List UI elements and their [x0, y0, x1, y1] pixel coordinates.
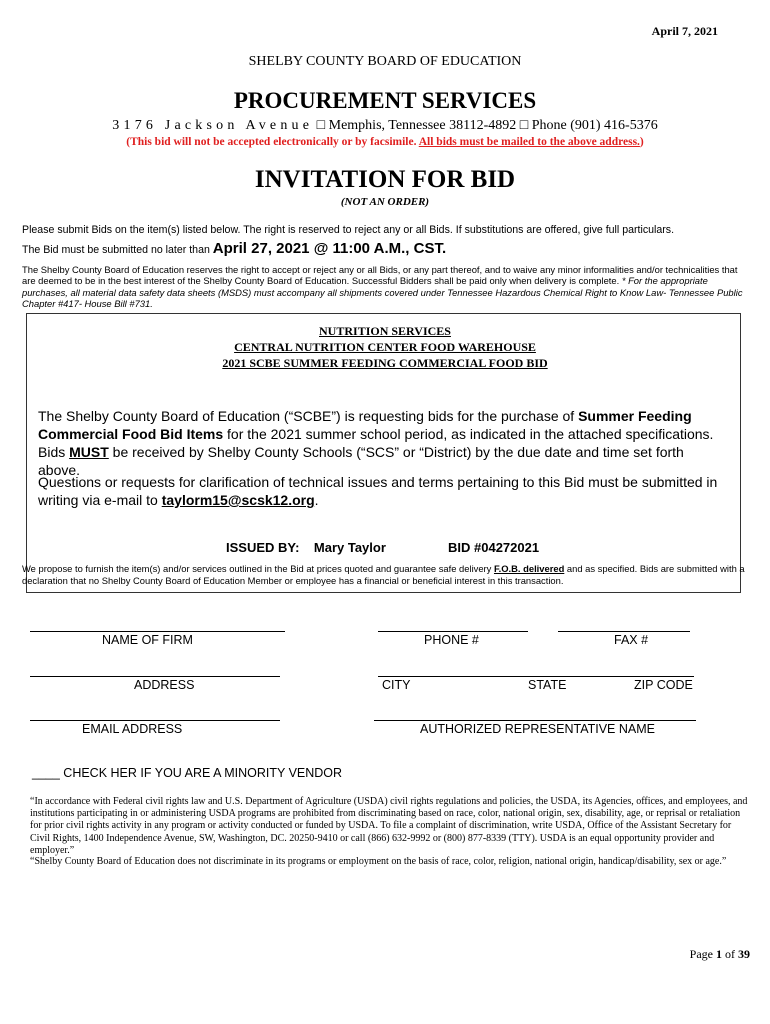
street-address: 3176 Jackson Avenue — [112, 118, 314, 133]
usda-statement: “In accordance with Federal civil rights law and U.S. Department of Agriculture (USDA) civil rights regulations and policies, the USDA, its Agencies, offices, and employees, and institutions participating in or administering USDA programs are prohibited from discriminating based on race, color, national origin, sex, disability, age, or reprisal or retaliation for prior civil rights activity in any program or activity conducted or funded by USDA. To file a complaint of discrimination, write USDA, Office of the Assistant Secretary for Civil Rights, 1400 Independence Avenue, SW, Washington, DC. 20250-9410 or call (866) 632-9992 or (800) 877-8339 (TTY). USDA is an equal opportunity provider and employer.” — [30, 796, 748, 856]
warning-text: (This bid will not be accepted electronically or by facsimile. — [126, 136, 419, 148]
document-subtitle: (NOT AN ORDER) — [340, 196, 430, 208]
questions-end: . — [314, 492, 319, 508]
issuer-name: Mary Taylor — [313, 540, 386, 555]
page-current: 1 — [716, 947, 722, 961]
minority-vendor-checkbox[interactable] — [32, 766, 342, 780]
warning-mail-instruction: All bids must be mailed to the above address. — [418, 136, 640, 148]
request-items: Summer Feeding Commercial Food Bid Items — [38, 408, 692, 442]
board-name: SHELBY COUNTY BOARD OF EDUCATION — [248, 54, 522, 69]
deadline-line — [22, 240, 446, 257]
questions-text: Questions or requests for clarification of technical issues and terms pertaining to this Bid must be submitted in writing via e-mail to — [38, 474, 718, 508]
minority-blank[interactable]: ____ — [32, 766, 60, 780]
msds-note: * For the appropriate purchases, all material data safety data sheets (MSDS) must accompany all shipments covered under Tennessee Hazardous Chemical Right to Know Law- Tennessee Public Chapter #417- House Bill #731. — [22, 275, 743, 309]
nondiscrimination-statement: “Shelby County Board of Education does not discriminate in its programs or employment on the basis of race, color, religion, national origin, handicap/disability, sex or age.” — [30, 856, 727, 867]
reservation-paragraph — [22, 264, 750, 309]
page-of: of — [722, 947, 738, 961]
box-heading-bid-title: 2021 SCBE SUMMER FEEDING COMMERCIAL FOOD BID — [222, 356, 548, 370]
proposal-text: We propose to furnish the item(s) and/or services outlined in the Bid at prices quoted and guarantee safe delivery — [22, 563, 494, 574]
zip-label: ZIP CODE — [634, 678, 693, 692]
phone-number: Phone (901) 416-5376 — [531, 118, 658, 133]
fax-field[interactable] — [558, 631, 690, 632]
deadline-date: April 27, 2021 @ 11:00 A.M., CST. — [212, 240, 447, 257]
bid-number: BID #04272021 — [448, 540, 540, 555]
proposal-text-end: and as specified. Bids are submitted with a declaration that no Shelby County Board of Education Member or employee has a financial or beneficial interest in this transaction. — [22, 563, 745, 586]
issued-by-label: ISSUED BY: — [226, 540, 300, 555]
request-text-cont: for the 2021 summer school period, as indicated in the attached specifications. Bids — [38, 426, 714, 460]
must-emphasis: MUST — [69, 444, 109, 460]
phone-label: PHONE # — [424, 633, 479, 647]
separator-box-icon: □ — [316, 118, 326, 133]
page-number — [690, 947, 750, 962]
firm-name-field[interactable] — [30, 631, 285, 632]
state-label: STATE — [528, 678, 567, 692]
deadline-prefix: The Bid must be submitted no later than — [22, 244, 213, 256]
submission-warning — [0, 136, 770, 148]
issued-by — [226, 540, 386, 555]
email-label: EMAIL ADDRESS — [82, 722, 183, 736]
box-heading-department: NUTRITION SERVICES — [319, 324, 451, 338]
proposal-declaration — [22, 563, 752, 587]
separator-box-icon: □ — [519, 118, 529, 133]
request-text: The Shelby County Board of Education (“SCBE”) is requesting bids for the purchase of — [38, 408, 579, 424]
city-label: CITY — [382, 678, 411, 692]
page-prefix: Page — [689, 947, 716, 961]
address-field[interactable] — [30, 676, 280, 677]
department-title: PROCUREMENT SERVICES — [233, 88, 537, 113]
fob-delivered: F.O.B. delivered — [493, 563, 565, 574]
address-line — [0, 118, 770, 134]
city-state-zip-field[interactable] — [378, 676, 694, 677]
document-date: April 7, 2021 — [651, 24, 718, 38]
reservation-text: The Shelby County Board of Education reserves the right to accept or reject any or all Bids, or any part thereof, and to waive any minor informalities and/or technicalities that are deemed to be in the best interest of the Shelby County Board of Education. Successful Bidders shall be paid only when delivery is complete. — [22, 264, 738, 287]
contact-email-link[interactable]: taylorm15@scsk12.org — [161, 492, 315, 508]
request-paragraph — [38, 407, 728, 479]
representative-label: AUTHORIZED REPRESENTATIVE NAME — [420, 722, 655, 736]
page-total: 39 — [738, 947, 750, 961]
address-label: ADDRESS — [134, 678, 195, 692]
phone-field[interactable] — [378, 631, 528, 632]
representative-field[interactable] — [374, 720, 696, 721]
email-field[interactable] — [30, 720, 280, 721]
submit-instructions: Please submit Bids on the item(s) listed below. The right is reserved to reject any or all Bids. If substitutions are offered, give full particulars. — [22, 224, 675, 236]
city-state-zip: Memphis, Tennessee 38112-4892 — [328, 118, 517, 133]
box-heading-warehouse: CENTRAL NUTRITION CENTER FOOD WAREHOUSE — [234, 340, 536, 354]
request-text-end: be received by Shelby County Schools (“SCS” or “District) by the due date and time set forth above. — [38, 444, 684, 478]
minority-label: CHECK HER IF YOU ARE A MINORITY VENDOR — [59, 766, 343, 780]
questions-paragraph — [38, 473, 728, 509]
warning-close: ) — [639, 136, 644, 148]
document-title: INVITATION FOR BID — [254, 166, 516, 193]
fax-label: FAX # — [614, 633, 649, 647]
firm-name-label: NAME OF FIRM — [102, 633, 193, 647]
